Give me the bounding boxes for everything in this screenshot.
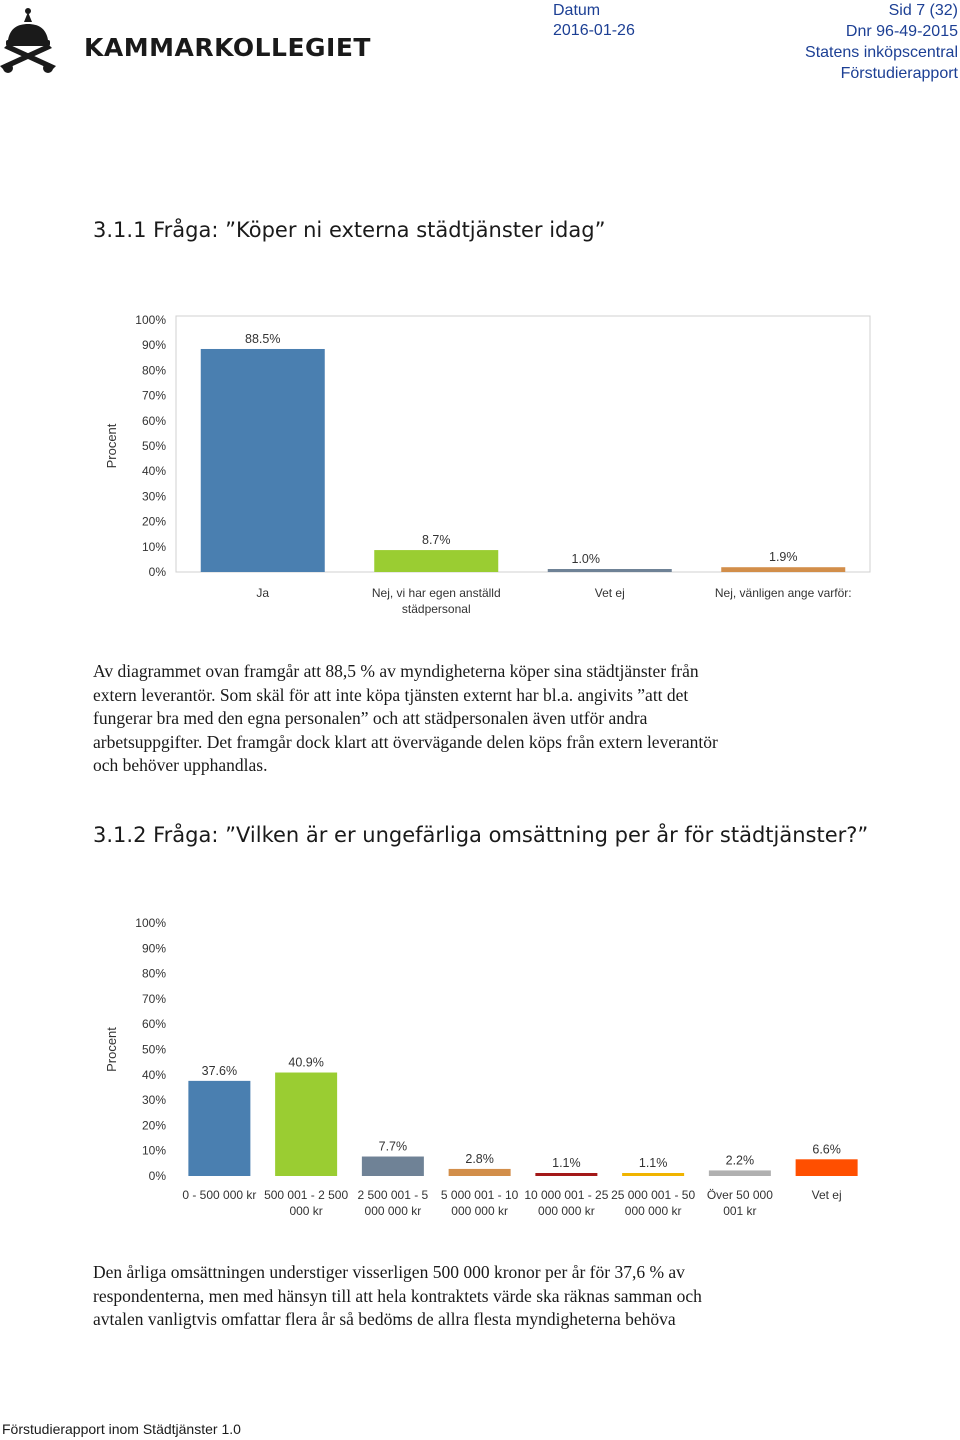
bar xyxy=(721,567,845,572)
category-label: 000 kr xyxy=(289,1204,323,1218)
section-heading-1: 3.1.1 Fråga: ”Köper ni externa städtjänster idag” xyxy=(93,218,606,242)
bar-data-label: 6.6% xyxy=(812,1142,841,1157)
bar xyxy=(548,569,672,572)
category-label: Över 50 000 xyxy=(706,1188,773,1202)
section1-paragraph xyxy=(93,660,883,778)
y-tick-label: 80% xyxy=(141,363,166,378)
y-tick-label: 90% xyxy=(141,338,166,353)
y-tick-label: 90% xyxy=(141,941,166,956)
category-label: Ja xyxy=(256,586,270,600)
bar xyxy=(622,1173,684,1176)
bar-data-label: 1.0% xyxy=(571,552,600,566)
category-label: Vet ej xyxy=(594,586,625,600)
bar xyxy=(201,349,325,572)
y-tick-label: 40% xyxy=(141,1067,166,1082)
bar xyxy=(449,1169,511,1176)
bar xyxy=(188,1081,250,1176)
category-label: 500 001 - 2 500 xyxy=(264,1188,349,1202)
bar xyxy=(374,550,498,572)
footer-text: Förstudierapport inom Städtjänster 1.0 xyxy=(2,1421,241,1437)
bar-data-label: 1.9% xyxy=(769,550,798,565)
category-label: 10 000 001 - 25 xyxy=(524,1188,609,1202)
category-label: Nej, vänligen ange varför: xyxy=(714,586,852,600)
y-tick-label: 20% xyxy=(141,514,166,529)
y-axis-label: Procent xyxy=(104,423,119,469)
y-tick-label: 100% xyxy=(135,916,166,930)
bar-data-label: 40.9% xyxy=(288,1055,324,1070)
category-label: Vet ej xyxy=(811,1188,842,1202)
section2-paragraph xyxy=(93,1261,883,1332)
chart-annual-turnover xyxy=(0,905,960,1225)
bar xyxy=(709,1170,771,1176)
y-tick-label: 60% xyxy=(141,413,166,428)
y-tick-label: 70% xyxy=(141,991,166,1006)
y-tick-label: 70% xyxy=(141,388,166,403)
y-axis-label: Procent xyxy=(104,1027,119,1072)
bar-data-label: 88.5% xyxy=(245,331,281,346)
y-tick-label: 10% xyxy=(141,1143,166,1158)
y-tick-label: 20% xyxy=(141,1118,166,1133)
paragraph-line: arbetsuppgifter. Det framgår dock klart att övervägande delen köps från extern leverantör xyxy=(93,731,718,752)
paragraph-line: fungerar bra med den egna personalen” och att städpersonalen även utför andra xyxy=(93,708,648,728)
paragraph-line: extern leverantör. Som skäl för att inte köpa tjänsten externt har bl.a. angivits ”att det xyxy=(93,684,689,705)
y-tick-label: 30% xyxy=(141,1093,166,1108)
bar xyxy=(275,1073,337,1176)
category-label: 000 000 kr xyxy=(538,1204,595,1218)
header-meta xyxy=(805,0,958,84)
document-type: Förstudierapport xyxy=(840,65,958,82)
datum-value: 2016-01-26 xyxy=(553,22,635,39)
y-tick-label: 30% xyxy=(141,489,166,504)
page-number: Sid 7 (32) xyxy=(888,2,958,19)
logo-wordmark: KAMMARKOLLEGIET xyxy=(84,33,371,62)
category-label: städpersonal xyxy=(401,602,471,616)
category-label: 000 000 kr xyxy=(364,1204,422,1218)
paragraph-line: avtalen vanligtvis omfattar flera år så bedöms de allra flesta myndigheterna behöva xyxy=(93,1309,676,1329)
datum-label: Datum xyxy=(553,2,601,19)
dnr: Dnr 96-49-2015 xyxy=(845,23,958,40)
bar-data-label: 7.7% xyxy=(378,1139,408,1154)
category-label: 5 000 001 - 10 xyxy=(440,1188,519,1202)
category-label: 25 000 001 - 50 xyxy=(611,1188,696,1202)
bar-data-label: 37.6% xyxy=(201,1063,238,1078)
category-label: 000 000 kr xyxy=(624,1204,682,1218)
bar xyxy=(535,1173,597,1176)
bar-data-label: 2.2% xyxy=(725,1153,755,1168)
paragraph-line: och behöver upphandlas. xyxy=(93,755,268,775)
paragraph-line: Den årliga omsättningen understiger visserligen 500 000 kronor per år för 37,6 % av xyxy=(93,1262,685,1282)
paragraph-line: respondenterna, men med hänsyn till att hela kontraktets värde ska räknas samman och xyxy=(93,1285,702,1306)
bar-data-label: 8.7% xyxy=(422,533,451,548)
y-tick-label: 40% xyxy=(141,464,166,479)
category-label: 0 - 500 000 kr xyxy=(182,1188,257,1202)
bar xyxy=(362,1157,424,1176)
category-label: Nej, vi har egen anställd xyxy=(371,586,501,600)
section-heading-2: 3.1.2 Fråga: ”Vilken är er ungefärliga omsättning per år för städtjänster?” xyxy=(93,823,869,847)
y-tick-label: 100% xyxy=(135,313,166,327)
y-tick-label: 50% xyxy=(141,439,166,453)
bar-data-label: 1.1% xyxy=(638,1156,668,1170)
y-tick-label: 0% xyxy=(148,1169,166,1183)
category-label: 2 500 001 - 5 xyxy=(357,1188,429,1202)
bar-data-label: 2.8% xyxy=(465,1151,494,1166)
category-label: 000 000 kr xyxy=(451,1204,508,1218)
chart-buy-external-cleaning xyxy=(0,300,960,630)
y-tick-label: 50% xyxy=(141,1042,166,1057)
y-tick-label: 10% xyxy=(141,539,166,554)
paragraph-line: Av diagrammet ovan framgår att 88,5 % av myndigheterna köper sina städtjänster från xyxy=(93,661,699,681)
category-label: 001 kr xyxy=(723,1204,757,1218)
organisation: Statens inköpscentral xyxy=(805,44,958,61)
y-tick-label: 60% xyxy=(141,1017,166,1032)
crown-emblem-icon xyxy=(0,8,56,73)
bar-data-label: 1.1% xyxy=(552,1156,581,1170)
bar xyxy=(796,1159,858,1176)
y-tick-label: 0% xyxy=(148,565,166,579)
y-tick-label: 80% xyxy=(141,966,166,981)
